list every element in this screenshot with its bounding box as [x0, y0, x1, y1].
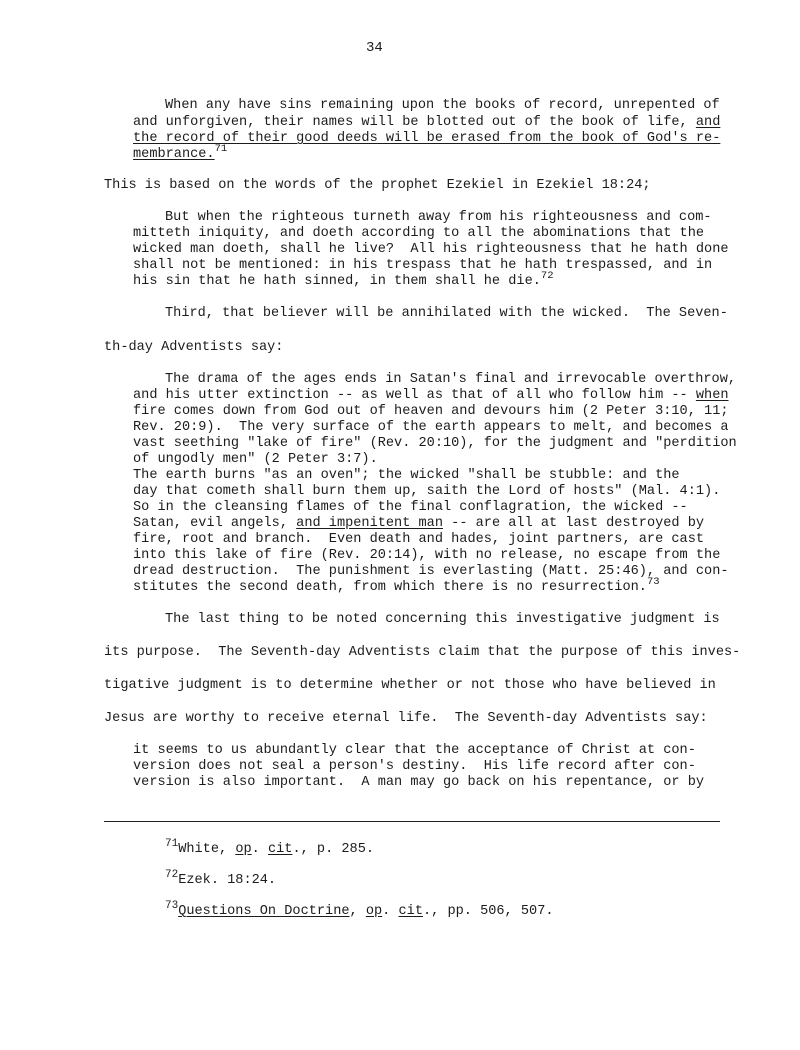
page-number: 34 [366, 40, 383, 56]
quote4-line1: it seems to us abundantly clear that the acceptance of Christ at con- [133, 743, 696, 758]
paragraph-third-line1: Third, that believer will be annihilated with the wicked. The Seven- [165, 306, 728, 321]
quote3-line14: stitutes the second death, from which there is no resurrection.$^{73}$ [133, 576, 660, 595]
paragraph-purpose-line4: Jesus are worthy to receive eternal life. The Seventh-day Adventists say: [104, 711, 708, 726]
quote3-line7: The earth burns "as an oven"; the wicked "shall be stubble: and the [133, 468, 680, 483]
quote2-line2: mitteth iniquity, and doeth according to all the abominations that the [133, 226, 705, 241]
quote1-line2: and unforgiven, their names will be blotted out of the book of life, and [133, 115, 721, 130]
quote2-line4: shall not be mentioned: in his trespass that he hath trespassed, and in [133, 258, 713, 273]
quote2-line5: his sin that he hath sinned, in them shall he die.$^{72}$ [133, 270, 554, 289]
footnote-72: $^{72}$Ezek. 18:24. [165, 869, 277, 888]
quote2-line3: wicked man doeth, shall he live? All his righteousness that he hath done [133, 242, 729, 257]
paragraph-purpose-line3: tigative judgment is to determine whether or not those who have believed in [104, 678, 716, 693]
quote3-line5: vast seething "lake of fire" (Rev. 20:10), for the judgment and "perdition [133, 436, 737, 451]
quote2-line1: But when the righteous turneth away from his righteousness and com- [165, 210, 712, 225]
footnote-divider [104, 821, 720, 822]
quote3-line8: day that cometh shall burn them up, saith the Lord of hosts" (Mal. 4:1). [133, 484, 721, 499]
footnote-ref-71: 71 [214, 143, 228, 155]
quote3-line12: into this lake of fire (Rev. 20:14), with no release, no escape from the [133, 548, 721, 563]
quote3-line2: and his utter extinction -- as well as that of all who follow him -- when [133, 388, 729, 403]
quote4-line2: version does not seal a person's destiny. His life record after con- [133, 759, 696, 774]
quote3-line4: Rev. 20:9). The very surface of the earth appears to melt, and becomes a [133, 420, 729, 435]
paragraph-third-line2: th-day Adventists say: [104, 340, 284, 355]
quote1-line3: the record of their good deeds will be erased from the book of God's re- [133, 131, 721, 146]
quote1-line4: membrance.$^{71}$ [133, 143, 228, 162]
quote3-line11: fire, root and branch. Even death and hades, joint partners, are cast [133, 532, 705, 547]
quote3-line3: fire comes down from God out of heaven and devours him (2 Peter 3:10, 11; [133, 404, 729, 419]
paragraph-ezekiel: This is based on the words of the prophet Ezekiel in Ezekiel 18:24; [104, 178, 651, 193]
quote3-line9: So in the cleansing flames of the final conflagration, the wicked -- [133, 500, 688, 515]
quote3-line1: The drama of the ages ends in Satan's final and irrevocable overthrow, [165, 372, 737, 387]
quote1-line1: When any have sins remaining upon the books of record, unrepented of [165, 98, 720, 113]
footnote-ref-72: 72 [540, 270, 554, 282]
quote3-line10: Satan, evil angels, and impenitent man -- are all at last destroyed by [133, 516, 705, 531]
footnote-71: $^{71}$White, op. cit., p. 285. [165, 838, 375, 857]
paragraph-purpose-line1: The last thing to be noted concerning this investigative judgment is [165, 612, 720, 627]
footnote-ref-73: 73 [646, 576, 660, 588]
quote3-line6: of ungodly men" (2 Peter 3:7). [133, 452, 378, 467]
quote3-line13: dread destruction. The punishment is everlasting (Matt. 25:46), and con- [133, 564, 729, 579]
footnote-73: $^{73}$Questions On Doctrine, op. cit., pp. 506, 507. [165, 900, 554, 919]
paragraph-purpose-line2: its purpose. The Seventh-day Adventists claim that the purpose of this inves- [104, 645, 741, 660]
quote4-line3: version is also important. A man may go back on his repentance, or by [133, 775, 705, 790]
